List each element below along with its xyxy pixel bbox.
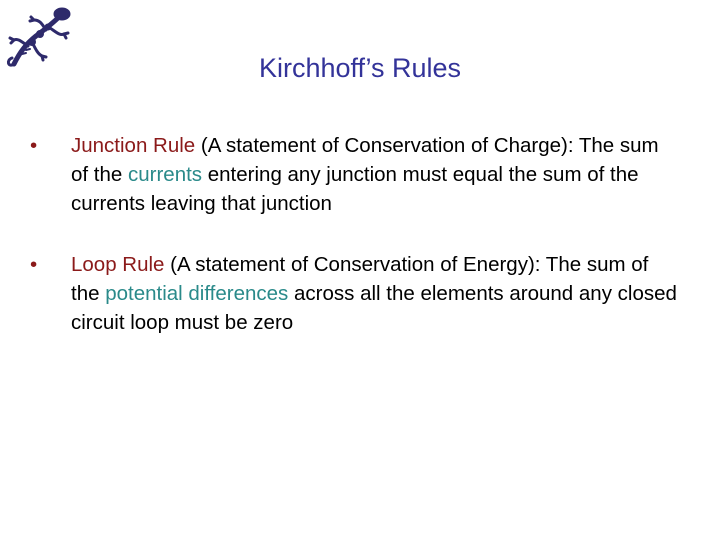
bullet-list [30,131,680,369]
highlighted-term: potential differences [105,282,289,305]
rule-text: entering any junction must equal the sum of the currents leaving that junction [71,163,639,215]
rule-name: Loop Rule [71,253,165,276]
title-text: Kirchhoff’s Rules [258,53,462,83]
rule-text: across all the elements around any closed circuit loop must be zero [71,282,677,334]
bullet-junction-rule [30,131,680,218]
page-title [0,50,720,86]
highlighted-term: currents [128,163,203,186]
rule-text: (A statement of Conservation of Charge): The sum of the [71,134,659,186]
bullet-marker: • [30,253,38,276]
bullet-marker: • [30,134,38,157]
rule-text: (A statement of Conservation of Energy): The sum of the [71,253,649,305]
bullet-loop-rule [30,250,680,337]
rule-name: Junction Rule [71,134,196,157]
